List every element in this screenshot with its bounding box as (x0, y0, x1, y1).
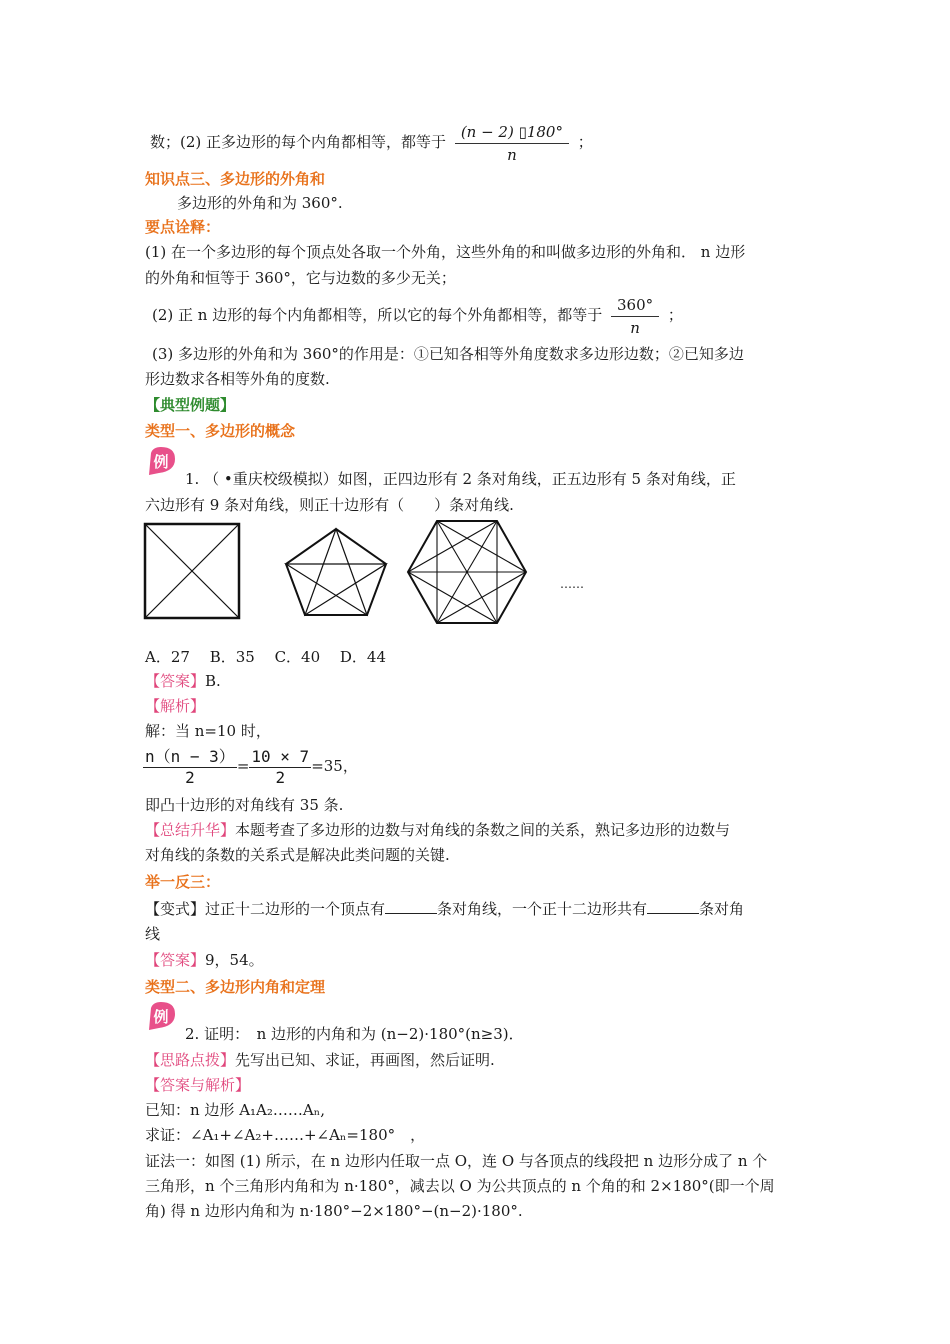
example-badge-icon (145, 1000, 179, 1034)
fraction-numerator: (n − 2) ▯180° (455, 121, 569, 144)
variant-text: 条对角 (699, 900, 745, 918)
heading-typical-examples: 【典型例题】 (145, 396, 236, 414)
example-1-line-1: 1. （ •重庆校级模拟）如图，正四边形有 2 条对角线，正五边形有 5 条对角线，正 (185, 470, 736, 488)
answer-tag: 【答案】 (145, 672, 206, 690)
example-badge-icon (145, 445, 179, 479)
note-3-line-2: 形边数求各相等外角的度数. (145, 370, 330, 388)
fraction-numerator: 360° (611, 294, 659, 317)
summary-line-2: 对角线的条数的关系式是解决此类问题的关键. (145, 846, 450, 864)
figure-hexagon-diagonals (405, 518, 529, 626)
answer-line (145, 669, 810, 693)
summary-tag: 【总结升华】 (145, 821, 236, 839)
text-segment: 数；(2) 正多边形的每个内角都相等，都等于 (150, 133, 447, 151)
line-regular-polygon-interior-angle (150, 117, 815, 167)
paragraph-exterior-sum: 多边形的外角和为 360°. (177, 194, 343, 212)
calc-denominator-1: 2 (185, 767, 195, 787)
figure-ellipsis: …… (560, 577, 584, 591)
variant-text: 过正十二边形的一个顶点有 (205, 900, 386, 918)
variant-text: 条对角线，一个正十二边形共有 (437, 900, 648, 918)
fill-blank-2[interactable] (647, 897, 699, 914)
answer-2-tag: 【答案】 (145, 951, 206, 969)
fraction-denominator: n (630, 318, 640, 337)
solution-line-2: 即凸十边形的对角线有 35 条. (145, 796, 344, 814)
heading-type-2: 类型二、多边形内角和定理 (145, 978, 326, 996)
solution-line-1: 解：当 n=10 时， (145, 722, 271, 740)
proof-line-2: 三角形，n 个三角形内角和为 n·180°，减去以 O 为公共顶点的 n 个角的和 2×180°(即一个周 (145, 1177, 775, 1195)
note-1-line-1: (1) 在一个多边形的每个顶点处各取一个外角，这些外角的和叫做多边形的外角和． n 边形 (145, 243, 746, 261)
answer-2-line (145, 948, 810, 972)
variant-tag: 【变式】 (145, 900, 206, 918)
known-line: 已知：n 边形 A₁A₂……Aₙ, (145, 1101, 325, 1119)
heading-practice: 举一反三： (145, 873, 221, 891)
answer-analysis-tag: 【答案与解析】 (145, 1076, 251, 1094)
proof-line-1: 证法一：如图 (1) 所示，在 n 边形内任取一点 O，连 O 与各顶点的线段把 n 边形分成了 n 个 (145, 1152, 768, 1170)
prove-line: 求证：∠A₁+∠A₂+……+∠Aₙ=180° ， (145, 1126, 426, 1144)
figure-pentagon-diagonals (283, 526, 389, 618)
calc-fraction-1 (143, 747, 237, 788)
answer-value: B. (205, 672, 221, 690)
badge-label: 例 (153, 453, 169, 471)
fraction-interior-angle (455, 121, 569, 166)
example-1-choices: A．27 B．35 C．40 D．44 (145, 648, 387, 666)
variant-line-1 (145, 897, 810, 921)
hint-line (145, 1048, 810, 1072)
note-2-line (152, 290, 817, 340)
summary-line-1 (145, 818, 810, 842)
heading-key-notes: 要点诠释： (145, 218, 221, 236)
badge-label: 例 (153, 1008, 169, 1026)
fraction-exterior-angle (611, 294, 659, 339)
summary-text: 本题考查了多边形的边数与对角线的条数之间的关系，熟记多边形的边数与 (235, 821, 731, 839)
note-3-line-1: (3) 多边形的外角和为 360°的作用是：①已知各相等外角度数求多边形边数；②已知多边 (152, 345, 744, 363)
example-2-line: 2. 证明： n 边形的内角和为 (n−2)·180°(n≥3)． (185, 1025, 524, 1043)
text-segment: ； (667, 306, 683, 324)
hint-tag: 【思路点拨】 (145, 1051, 236, 1069)
heading-knowledge-point-3: 知识点三、多边形的外角和 (145, 170, 326, 188)
calc-numerator-2: 10 × 7 (251, 746, 310, 766)
calc-equals: = (236, 757, 250, 775)
analysis-tag: 【解析】 (145, 697, 206, 715)
calc-fraction-2 (249, 747, 311, 788)
heading-type-1: 类型一、多边形的概念 (145, 422, 296, 440)
text-segment: ； (577, 133, 593, 151)
calc-result: =35， (311, 757, 358, 775)
figure-square-diagonals (143, 522, 241, 620)
text-segment: (2) 正 n 边形的每个内角都相等，所以它的每个外角都相等，都等于 (152, 306, 603, 324)
note-1-line-2: 的外角和恒等于 360°，它与边数的多少无关； (145, 269, 456, 287)
fill-blank-1[interactable] (385, 897, 437, 914)
variant-line-2: 线 (145, 925, 161, 943)
proof-line-3: 角) 得 n 边形内角和为 n·180°−2×180°−(n−2)·180°. (145, 1202, 523, 1220)
answer-2-value: 9，54。 (205, 951, 264, 969)
example-1-line-2: 六边形有 9 条对角线，则正十边形有（ ）条对角线. (145, 496, 514, 514)
calculation-line (143, 744, 808, 788)
fraction-denominator: n (507, 145, 517, 164)
calc-denominator-2: 2 (275, 767, 286, 787)
calc-numerator-1: n（n − 3） (145, 746, 235, 766)
hint-text: 先写出已知、求证，再画图，然后证明. (235, 1051, 495, 1069)
